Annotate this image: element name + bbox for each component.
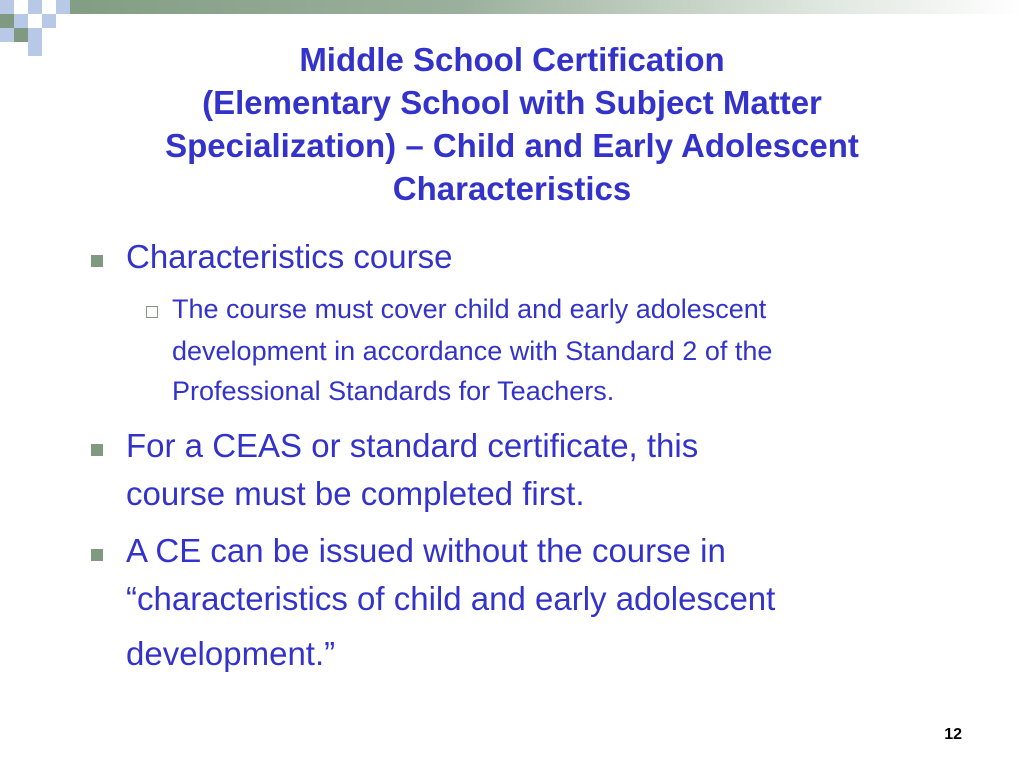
sub-bullet-text: Professional Standards for Teachers.: [172, 376, 615, 406]
page-number: 12: [944, 726, 962, 743]
square-bullet-icon: [91, 549, 103, 561]
title-line: Characteristics: [392, 170, 632, 207]
title-line: Specialization) – Child and Early Adolescent: [165, 127, 859, 164]
square-bullet-icon: [91, 444, 103, 456]
bullet-text: “characteristics of child and early adolescent: [126, 580, 776, 617]
sub-bullet-text: The course must cover child and early adolescent: [172, 294, 767, 324]
sub-bullet-text: development in accordance with Standard 2 of the: [172, 336, 773, 366]
bullet-text: For a CEAS or standard certificate, this: [126, 427, 699, 464]
bullet-text: Characteristics course: [126, 238, 453, 275]
hollow-square-bullet-icon: [146, 306, 158, 318]
title-line: (Elementary School with Subject Matter: [202, 84, 822, 121]
bullet-text: development.”: [126, 635, 336, 672]
bullet-text: A CE can be issued without the course in: [126, 532, 726, 569]
square-bullet-icon: [91, 255, 103, 267]
bullet-text: course must be completed first.: [126, 475, 585, 512]
title-line: Middle School Certification: [299, 41, 725, 78]
